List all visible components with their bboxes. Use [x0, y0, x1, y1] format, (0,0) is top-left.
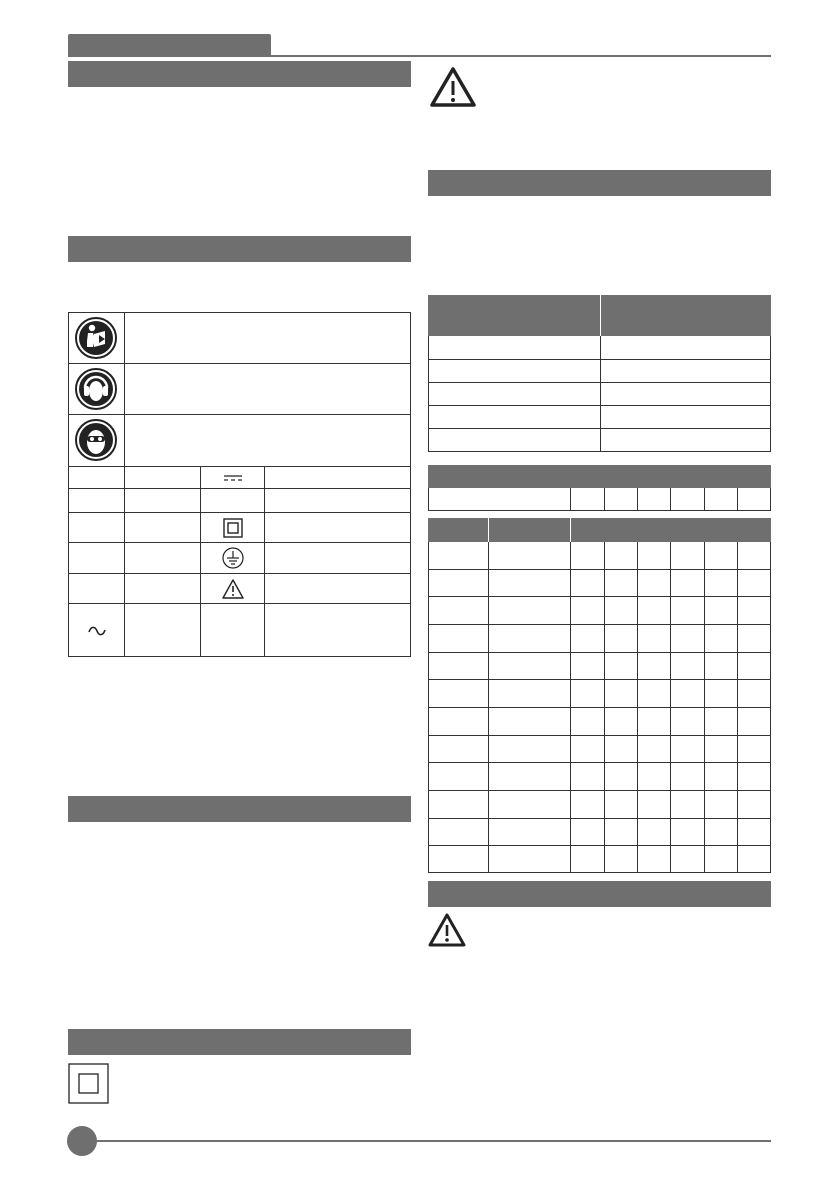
table-col-divider [600, 336, 601, 452]
section-header-bar [428, 170, 771, 196]
table-row-divider [428, 707, 771, 708]
class-two-icon [68, 1063, 109, 1104]
table-col-divider [604, 488, 605, 511]
eye-protection-icon [72, 418, 120, 462]
warning-icon [427, 912, 467, 948]
table-col-divider [637, 488, 638, 511]
table-row-divider [428, 679, 771, 680]
alternating-current-icon [69, 604, 124, 657]
direct-current-icon [201, 467, 264, 488]
footer-rule [97, 1140, 771, 1142]
table-row-divider [428, 762, 771, 763]
section-header-bar [68, 61, 411, 87]
class-two-icon [201, 513, 264, 542]
table-col-divider [124, 312, 125, 657]
ear-protection-icon [72, 367, 120, 411]
table-row-divider [428, 624, 771, 625]
table-row-divider [428, 428, 771, 429]
table-col-divider [670, 488, 671, 511]
table-col-divider [737, 488, 738, 511]
section-header-bar [68, 236, 411, 262]
table-row-divider [68, 488, 411, 489]
table-row-divider [428, 382, 771, 383]
table-row-divider [428, 596, 771, 597]
table-row-divider [428, 790, 771, 791]
table-row-divider [428, 569, 771, 570]
section-header-bar [68, 796, 411, 822]
table-row-divider [68, 363, 411, 364]
table-col-divider [264, 466, 265, 657]
table-row-divider [428, 735, 771, 736]
table-col-divider [570, 488, 571, 511]
table-header [428, 518, 771, 542]
table-header-divider [570, 518, 571, 542]
table-header-divider [600, 295, 601, 336]
read-manual-icon [72, 316, 120, 360]
earth-terminal-icon [201, 543, 264, 573]
table-row-divider [428, 818, 771, 819]
table-row-divider [68, 414, 411, 415]
table-row-divider [428, 359, 771, 360]
section-header-bar [68, 1029, 411, 1055]
table-row-divider [428, 652, 771, 653]
table-header [428, 465, 771, 488]
header-rule [68, 55, 771, 57]
section-header-bar [428, 881, 771, 907]
spec-table-row [428, 488, 771, 511]
header-tab [68, 34, 271, 55]
page-number-badge [67, 1126, 97, 1156]
table-col-divider [704, 488, 705, 511]
warning-icon [201, 574, 264, 603]
table-row-divider [428, 405, 771, 406]
table-header-divider [488, 518, 489, 542]
warning-icon [429, 66, 477, 108]
table-row-divider [428, 845, 771, 846]
